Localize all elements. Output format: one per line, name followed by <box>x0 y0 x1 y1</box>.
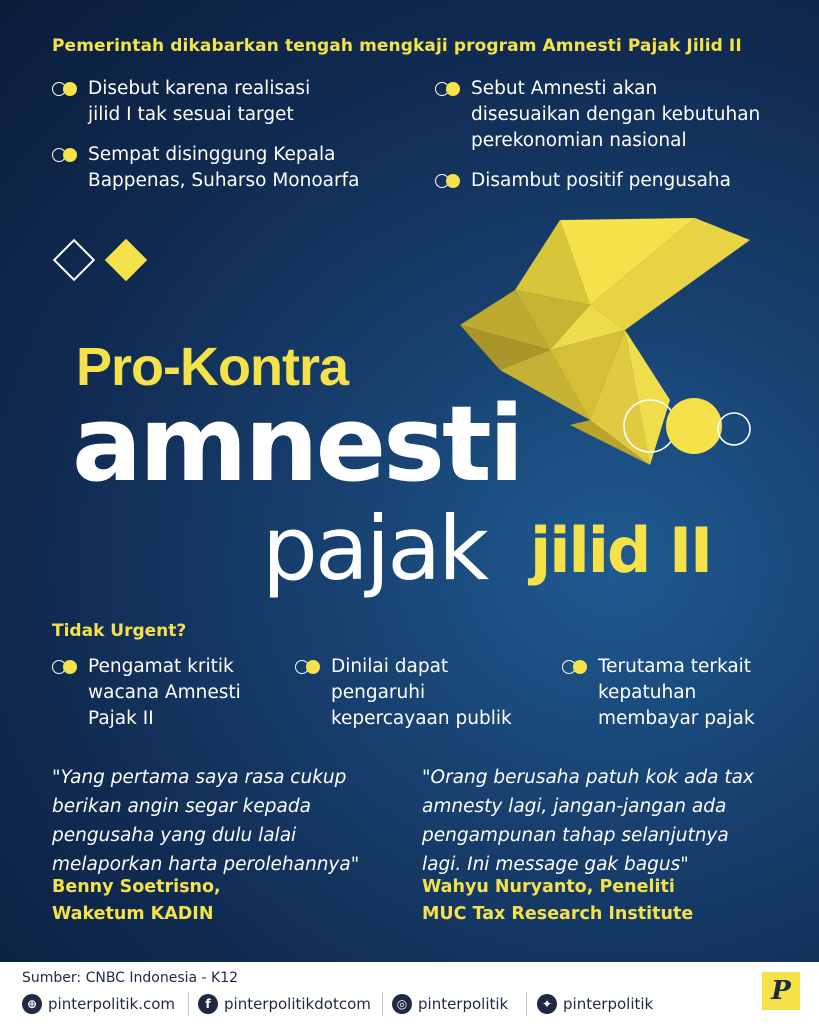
bullet-item: Dinilai dapat pengaruhi kepercayaan publik <box>295 654 512 732</box>
bullet-item: Pengamat kritik wacana Amnesti Pajak II <box>52 654 241 732</box>
bullet-dots-icon <box>435 82 463 96</box>
facebook-icon: f <box>198 994 218 1014</box>
bullet-dots-icon <box>562 660 590 674</box>
quote-author: Wahyu Nuryanto, Peneliti MUC Tax Research Institute <box>422 877 694 924</box>
twitter-icon: ✦ <box>537 994 557 1014</box>
social-website[interactable]: ⊕ pinterpolitik.com <box>22 994 175 1014</box>
title-pajak: pajak <box>262 497 487 600</box>
section-subhead: Tidak Urgent? <box>52 621 187 641</box>
bullet-dots-icon <box>295 660 323 674</box>
social-twitter[interactable]: ✦ pinterpolitik <box>537 994 653 1014</box>
social-instagram[interactable]: ◎ pinterpolitik <box>392 994 508 1014</box>
quote-text: "Yang pertama saya rasa cukup berikan angin segar kepada pengusaha yang dulu lalai melaporkan harta perolehannya" <box>52 767 360 875</box>
diamond-filled-icon <box>105 239 147 281</box>
bullet-item: Sempat disinggung Kepala Bappenas, Suharso Monoarfa <box>52 142 359 194</box>
globe-icon: ⊕ <box>22 994 42 1014</box>
source-credit: Sumber: CNBC Indonesia - K12 <box>22 970 239 986</box>
quote-text: "Orang berusaha patuh kok ada tax amnesty lagi, jangan-jangan ada pengampunan tahap selanjutnya lagi. Ini message gak bagus" <box>422 767 754 875</box>
headline: Pemerintah dikabarkan tengah mengkaji program Amnesti Pajak Jilid II <box>52 36 742 56</box>
bullet-item: Terutama terkait kepatuhan membayar pajak <box>562 654 755 732</box>
divider <box>382 992 383 1016</box>
bullet-item: Disambut positif pengusaha <box>435 168 731 194</box>
bullet-dots-icon <box>52 660 80 674</box>
decorative-circles-icon <box>622 394 754 458</box>
bullet-item: Disebut karena realisasi jilid I tak sesuai target <box>52 76 310 128</box>
bullet-dots-icon <box>435 174 463 188</box>
social-facebook[interactable]: f pinterpolitikdotcom <box>198 994 371 1014</box>
quote-author: Benny Soetrisno, Waketum KADIN <box>52 877 221 924</box>
title-amnesti: amnesti <box>72 383 522 505</box>
title-pro-kontra: Pro-Kontra <box>76 337 348 397</box>
brand-logo: P <box>762 972 800 1010</box>
bullet-dots-icon <box>52 148 80 162</box>
bullet-dots-icon <box>52 82 80 96</box>
instagram-icon: ◎ <box>392 994 412 1014</box>
divider <box>188 992 189 1016</box>
footer-bar <box>0 962 819 1024</box>
bullet-item: Sebut Amnesti akan disesuaikan dengan kebutuhan perekonomian nasional <box>435 76 760 154</box>
diamond-outline-icon <box>53 239 95 281</box>
divider <box>526 992 527 1016</box>
title-jilid: jilid II <box>530 514 712 587</box>
